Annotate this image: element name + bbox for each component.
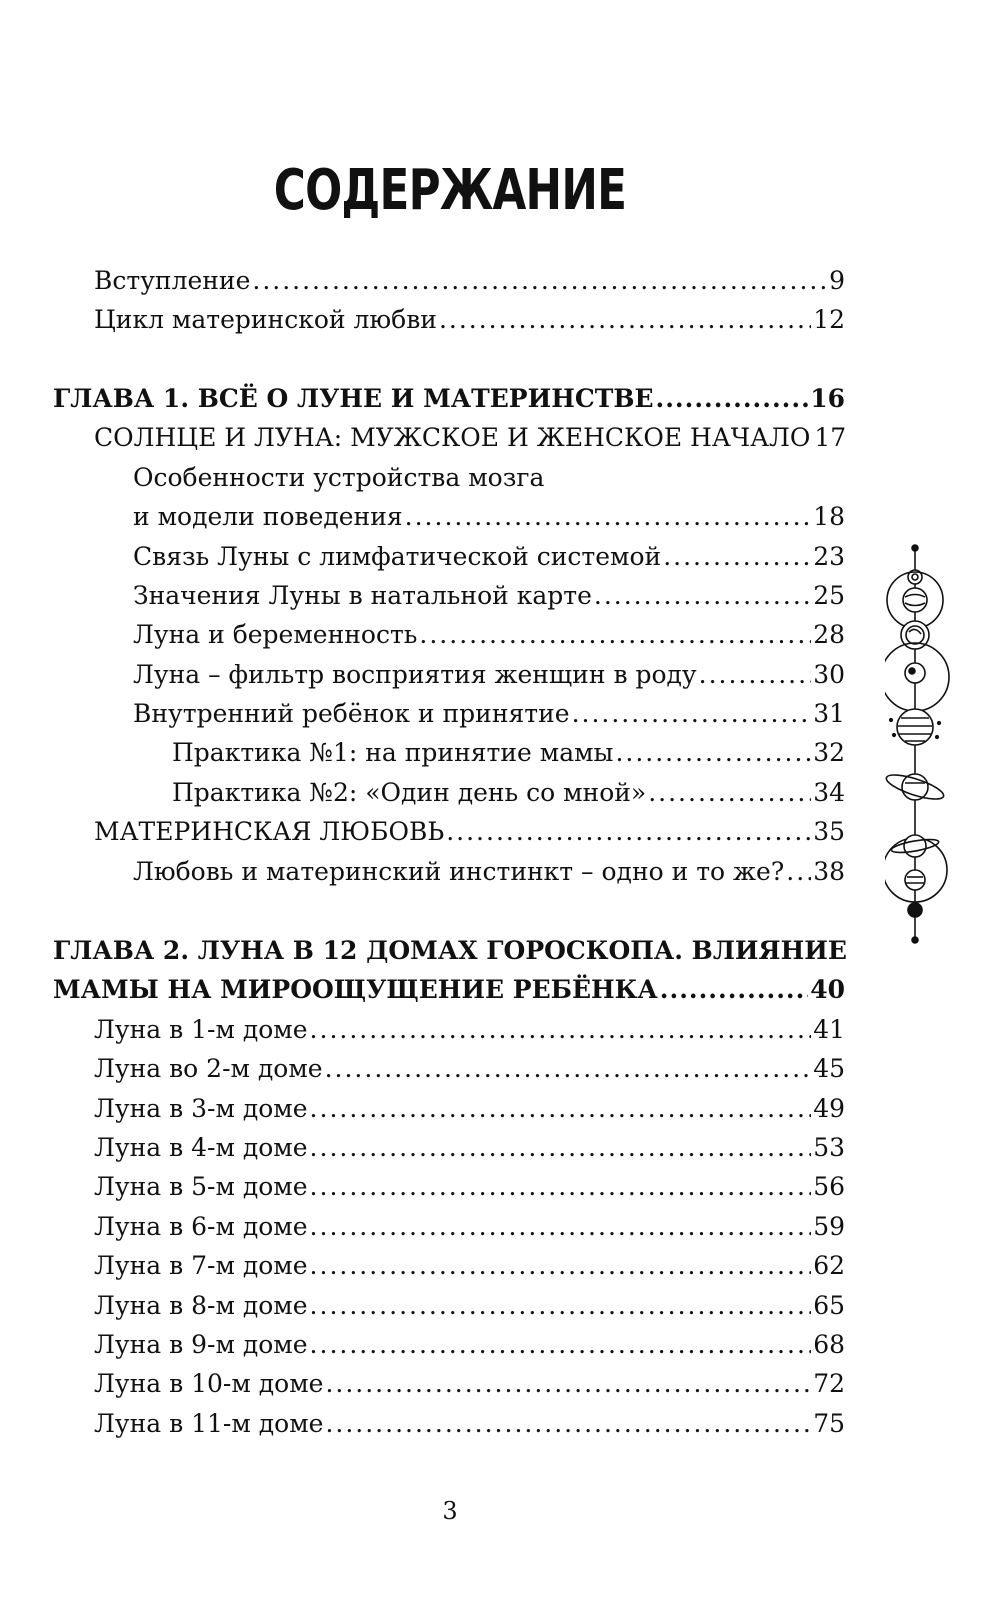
toc-section-mother-love[interactable] bbox=[94, 812, 845, 852]
toc-entry-page: 49 bbox=[813, 1094, 845, 1123]
toc-entry-practice-2[interactable] bbox=[172, 773, 845, 813]
toc-leader-dots bbox=[405, 497, 812, 537]
toc-leader-dots bbox=[310, 1246, 812, 1286]
toc-entry-pregnancy[interactable] bbox=[133, 615, 845, 655]
toc-entry-text: Внутренний ребёнок и принятие bbox=[133, 699, 570, 728]
toc-entry-filter[interactable] bbox=[133, 655, 845, 695]
toc-entry-text: Практика №1: на принятие мамы bbox=[172, 738, 614, 767]
page-number: 3 bbox=[442, 1497, 458, 1525]
toc-entry-house-3[interactable] bbox=[94, 1089, 845, 1129]
toc-entry-text: Луна в 8-м доме bbox=[94, 1291, 308, 1320]
toc-leader-dots bbox=[648, 773, 811, 813]
toc-leader-dots bbox=[572, 694, 812, 734]
toc-entry-text: Луна в 10-м доме bbox=[94, 1369, 324, 1398]
toc-entry-love-instinct[interactable] bbox=[133, 852, 845, 892]
toc-leader-dots bbox=[310, 1167, 812, 1207]
toc-entry-text: Луна и беременность bbox=[133, 620, 418, 649]
toc-entry-page: 45 bbox=[813, 1054, 845, 1083]
toc-entry-text: Вступление bbox=[94, 266, 251, 295]
toc-entry-page: 38 bbox=[813, 857, 845, 886]
toc-entry-page: 62 bbox=[813, 1251, 845, 1280]
toc-entry-brain[interactable] bbox=[133, 497, 845, 537]
toc-leader-dots bbox=[252, 261, 827, 301]
toc-leader-dots bbox=[786, 852, 811, 892]
toc-entry-text: Луна в 4-м доме bbox=[94, 1133, 308, 1162]
toc-entry-text: Цикл материнской любви bbox=[94, 305, 437, 334]
planets-column-icon bbox=[885, 540, 965, 960]
toc-entry-house-11[interactable] bbox=[94, 1404, 845, 1444]
toc-entry-text: Любовь и материнский инстинкт – одно и то же? bbox=[133, 857, 785, 886]
toc-entry-page: 53 bbox=[813, 1133, 845, 1162]
toc-entry-page: 16 bbox=[810, 384, 845, 413]
toc-entry-text: Практика №2: «Один день со мной» bbox=[172, 778, 647, 807]
toc-entry-house-4[interactable] bbox=[94, 1128, 845, 1168]
toc-entry-text: Луна в 7-м доме bbox=[94, 1251, 308, 1280]
toc-entry-text: МАТЕРИНСКАЯ ЛЮБОВЬ bbox=[94, 817, 445, 846]
toc-entry-text: Луна в 3-м доме bbox=[94, 1094, 308, 1123]
toc-entry-page: 12 bbox=[813, 305, 845, 334]
toc-entry-page: 35 bbox=[813, 817, 845, 846]
toc-entry-text: Луна во 2-м доме bbox=[94, 1054, 323, 1083]
toc-entry-page: 25 bbox=[813, 581, 845, 610]
toc-section-sun-moon[interactable] bbox=[94, 418, 845, 458]
toc-chapter-2-line1[interactable]: ГЛАВА 2. ЛУНА В 12 ДОМАХ ГОРОСКОПА. ВЛИЯНИЕ bbox=[53, 936, 847, 965]
toc-leader-dots bbox=[310, 1325, 812, 1365]
toc-entry-house-9[interactable] bbox=[94, 1325, 845, 1365]
toc-leader-dots bbox=[325, 1364, 811, 1404]
toc-entry-house-2[interactable] bbox=[94, 1049, 845, 1089]
toc-entry-page: 59 bbox=[813, 1212, 845, 1241]
toc-leader-dots bbox=[699, 655, 812, 695]
toc-entry-page: 56 bbox=[813, 1172, 845, 1201]
toc-entry-text: Луна в 5-м доме bbox=[94, 1172, 308, 1201]
toc-entry-page: 41 bbox=[813, 1015, 845, 1044]
toc-leader-dots bbox=[656, 379, 809, 419]
toc-entry-page: 68 bbox=[813, 1330, 845, 1359]
toc-entry-text: Луна в 11-м доме bbox=[94, 1409, 324, 1438]
toc-chapter-1[interactable] bbox=[53, 379, 845, 419]
toc-chapter-heading: МАМЫ НА МИРООЩУЩЕНИЕ РЕБЁНКА bbox=[53, 975, 658, 1004]
toc-leader-dots bbox=[446, 812, 811, 852]
toc-entry-page: 28 bbox=[813, 620, 845, 649]
toc-entry-text: Луна в 9-м доме bbox=[94, 1330, 308, 1359]
toc-entry-house-10[interactable] bbox=[94, 1364, 845, 1404]
toc-entry-page: 72 bbox=[813, 1369, 845, 1398]
toc-leader-dots bbox=[594, 576, 811, 616]
toc-leader-dots bbox=[660, 970, 808, 1010]
toc-chapter-2[interactable] bbox=[53, 970, 845, 1010]
toc-entry-practice-1[interactable] bbox=[172, 733, 845, 773]
toc-leader-dots bbox=[325, 1049, 812, 1089]
toc-entry-page: 23 bbox=[813, 542, 845, 571]
toc-entry-text: СОЛНЦЕ И ЛУНА: МУЖСКОЕ И ЖЕНСКОЕ НАЧАЛО bbox=[94, 423, 811, 452]
toc-entry-mother-love-cycle[interactable] bbox=[94, 300, 845, 340]
toc-entry-brain-line1[interactable]: Особенности устройства мозга bbox=[133, 463, 545, 492]
toc-leader-dots bbox=[663, 537, 811, 577]
toc-entry-text: Луна в 6-м доме bbox=[94, 1212, 308, 1241]
toc-entry-intro[interactable] bbox=[94, 261, 845, 301]
toc-leader-dots bbox=[615, 733, 811, 773]
toc-leader-dots bbox=[310, 1207, 812, 1247]
toc-entry-page: 34 bbox=[813, 778, 845, 807]
toc-entry-house-6[interactable] bbox=[94, 1207, 845, 1247]
toc-entry-house-7[interactable] bbox=[94, 1246, 845, 1286]
toc-entry-text: Связь Луны с лимфатической системой bbox=[133, 542, 662, 571]
toc-entry-page: 65 bbox=[813, 1291, 845, 1320]
toc-entry-page: 40 bbox=[810, 975, 845, 1004]
toc-entry-page: 17 bbox=[814, 423, 847, 452]
toc-entry-text: Значения Луны в натальной карте bbox=[133, 581, 592, 610]
toc-entry-inner-child[interactable] bbox=[133, 694, 845, 734]
toc-entry-text: Луна в 1-м доме bbox=[94, 1015, 308, 1044]
toc-entry-page: 18 bbox=[813, 502, 845, 531]
toc-leader-dots bbox=[325, 1404, 811, 1444]
toc-leader-dots bbox=[310, 1128, 812, 1168]
toc-entry-house-1[interactable] bbox=[94, 1010, 845, 1050]
toc-entry-house-8[interactable] bbox=[94, 1286, 845, 1326]
toc-leader-dots bbox=[439, 300, 811, 340]
toc-entry-lymph[interactable] bbox=[133, 537, 845, 577]
toc-entry-page: 30 bbox=[813, 660, 845, 689]
toc-leader-dots bbox=[419, 615, 811, 655]
toc-entry-page: 31 bbox=[813, 699, 845, 728]
toc-entry-house-5[interactable] bbox=[94, 1167, 845, 1207]
toc-leader-dots bbox=[310, 1089, 812, 1129]
toc-leader-dots bbox=[310, 1010, 812, 1050]
toc-entry-page: 32 bbox=[813, 738, 845, 767]
toc-entry-page: 9 bbox=[829, 266, 845, 295]
toc-entry-natal-chart[interactable] bbox=[133, 576, 845, 616]
toc-entry-page: 75 bbox=[813, 1409, 845, 1438]
toc-chapter-heading: ГЛАВА 1. ВСЁ О ЛУНЕ И МАТЕРИНСТВЕ bbox=[53, 384, 654, 413]
toc-entry-text: Луна – фильтр восприятия женщин в роду bbox=[133, 660, 697, 689]
toc-leader-dots bbox=[310, 1286, 812, 1326]
page-title: СОДЕРЖАНИЕ bbox=[273, 158, 627, 223]
toc-entry-text: и модели поведения bbox=[133, 502, 403, 531]
